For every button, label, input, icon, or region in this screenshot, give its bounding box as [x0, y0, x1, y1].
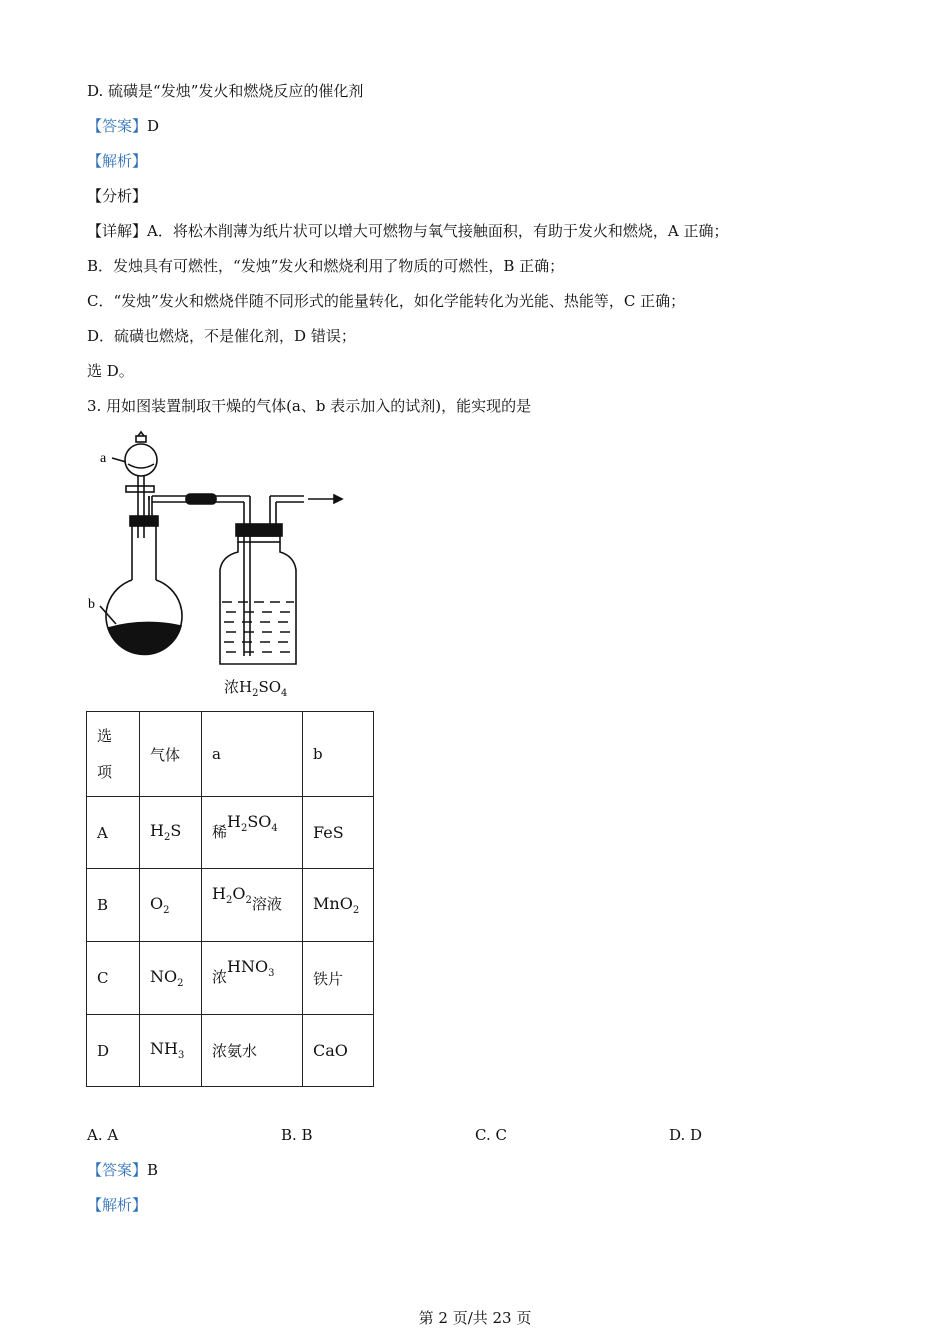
detail-d-text: D．硫磺也燃烧，不是催化剂，D 错误；: [87, 327, 356, 345]
analysis-tag: 【解析】: [87, 152, 148, 170]
detail-a-text: A．将松木削薄为纸片状可以增大可燃物与氧气接触面积，有助于发火和燃烧，A 正确；: [147, 222, 729, 240]
header-b: b: [303, 712, 374, 797]
question-3-text: 3. 用如图装置制取干燥的气体(a、b 表示加入的试剂)，能实现的是: [87, 397, 532, 415]
page-footer: 第 2 页/共 23 页: [418, 1309, 532, 1327]
detail-b-text: B．发烛具有可燃性，“发烛”发火和燃烧利用了物质的可燃性，B 正确；: [87, 257, 565, 275]
header-a: a: [202, 712, 303, 797]
detail-a-line: [87, 221, 728, 241]
table-row: C $NO_2$ 浓$HNO_3$ 铁片: [87, 942, 374, 1015]
header-gas: 气体: [140, 712, 202, 797]
answer-value: D: [147, 117, 160, 135]
detail-tag: 【详解】: [87, 222, 148, 240]
analysis2-tag: 【解析】: [87, 1196, 148, 1214]
detail-c-text: C．“发烛”发火和燃烧伴随不同形式的能量转化，如化学能转化为光能、热能等，C 正确；: [87, 292, 686, 310]
answer-tag: 【答案】: [87, 117, 148, 135]
choice-b: B. B: [281, 1126, 313, 1144]
table-row: A $H_2S$ 稀$H_2SO_4$ FeS: [87, 797, 374, 869]
table-row: D $NH_3$ 浓氨水 CaO: [87, 1015, 374, 1087]
select-text: 选 D。: [87, 362, 134, 380]
table-header-row: [87, 712, 374, 797]
label-a: a: [100, 451, 107, 466]
choice-d: D. D: [669, 1126, 703, 1144]
choice-c: C. C: [475, 1126, 507, 1144]
option-d-text: D. 硫磺是“发烛”发火和燃烧反应的催化剂: [87, 82, 364, 100]
options-table: [86, 711, 374, 1087]
answer2-tag: 【答案】: [87, 1161, 148, 1179]
fenxi-tag: 【分析】: [87, 187, 148, 205]
answer2-value: B: [147, 1161, 159, 1179]
choice-a: A. A: [87, 1126, 119, 1144]
label-b: b: [88, 597, 95, 612]
figure-caption: 浓$H_2SO_4$: [224, 678, 288, 699]
header-option: 选 项: [87, 712, 140, 797]
apparatus-figure: [86, 428, 356, 673]
table-row: B $O_2$ $H_2O_2$溶液 MnO$_2$: [87, 869, 374, 942]
answer-line: [87, 116, 159, 136]
answer2-line: [87, 1160, 158, 1180]
